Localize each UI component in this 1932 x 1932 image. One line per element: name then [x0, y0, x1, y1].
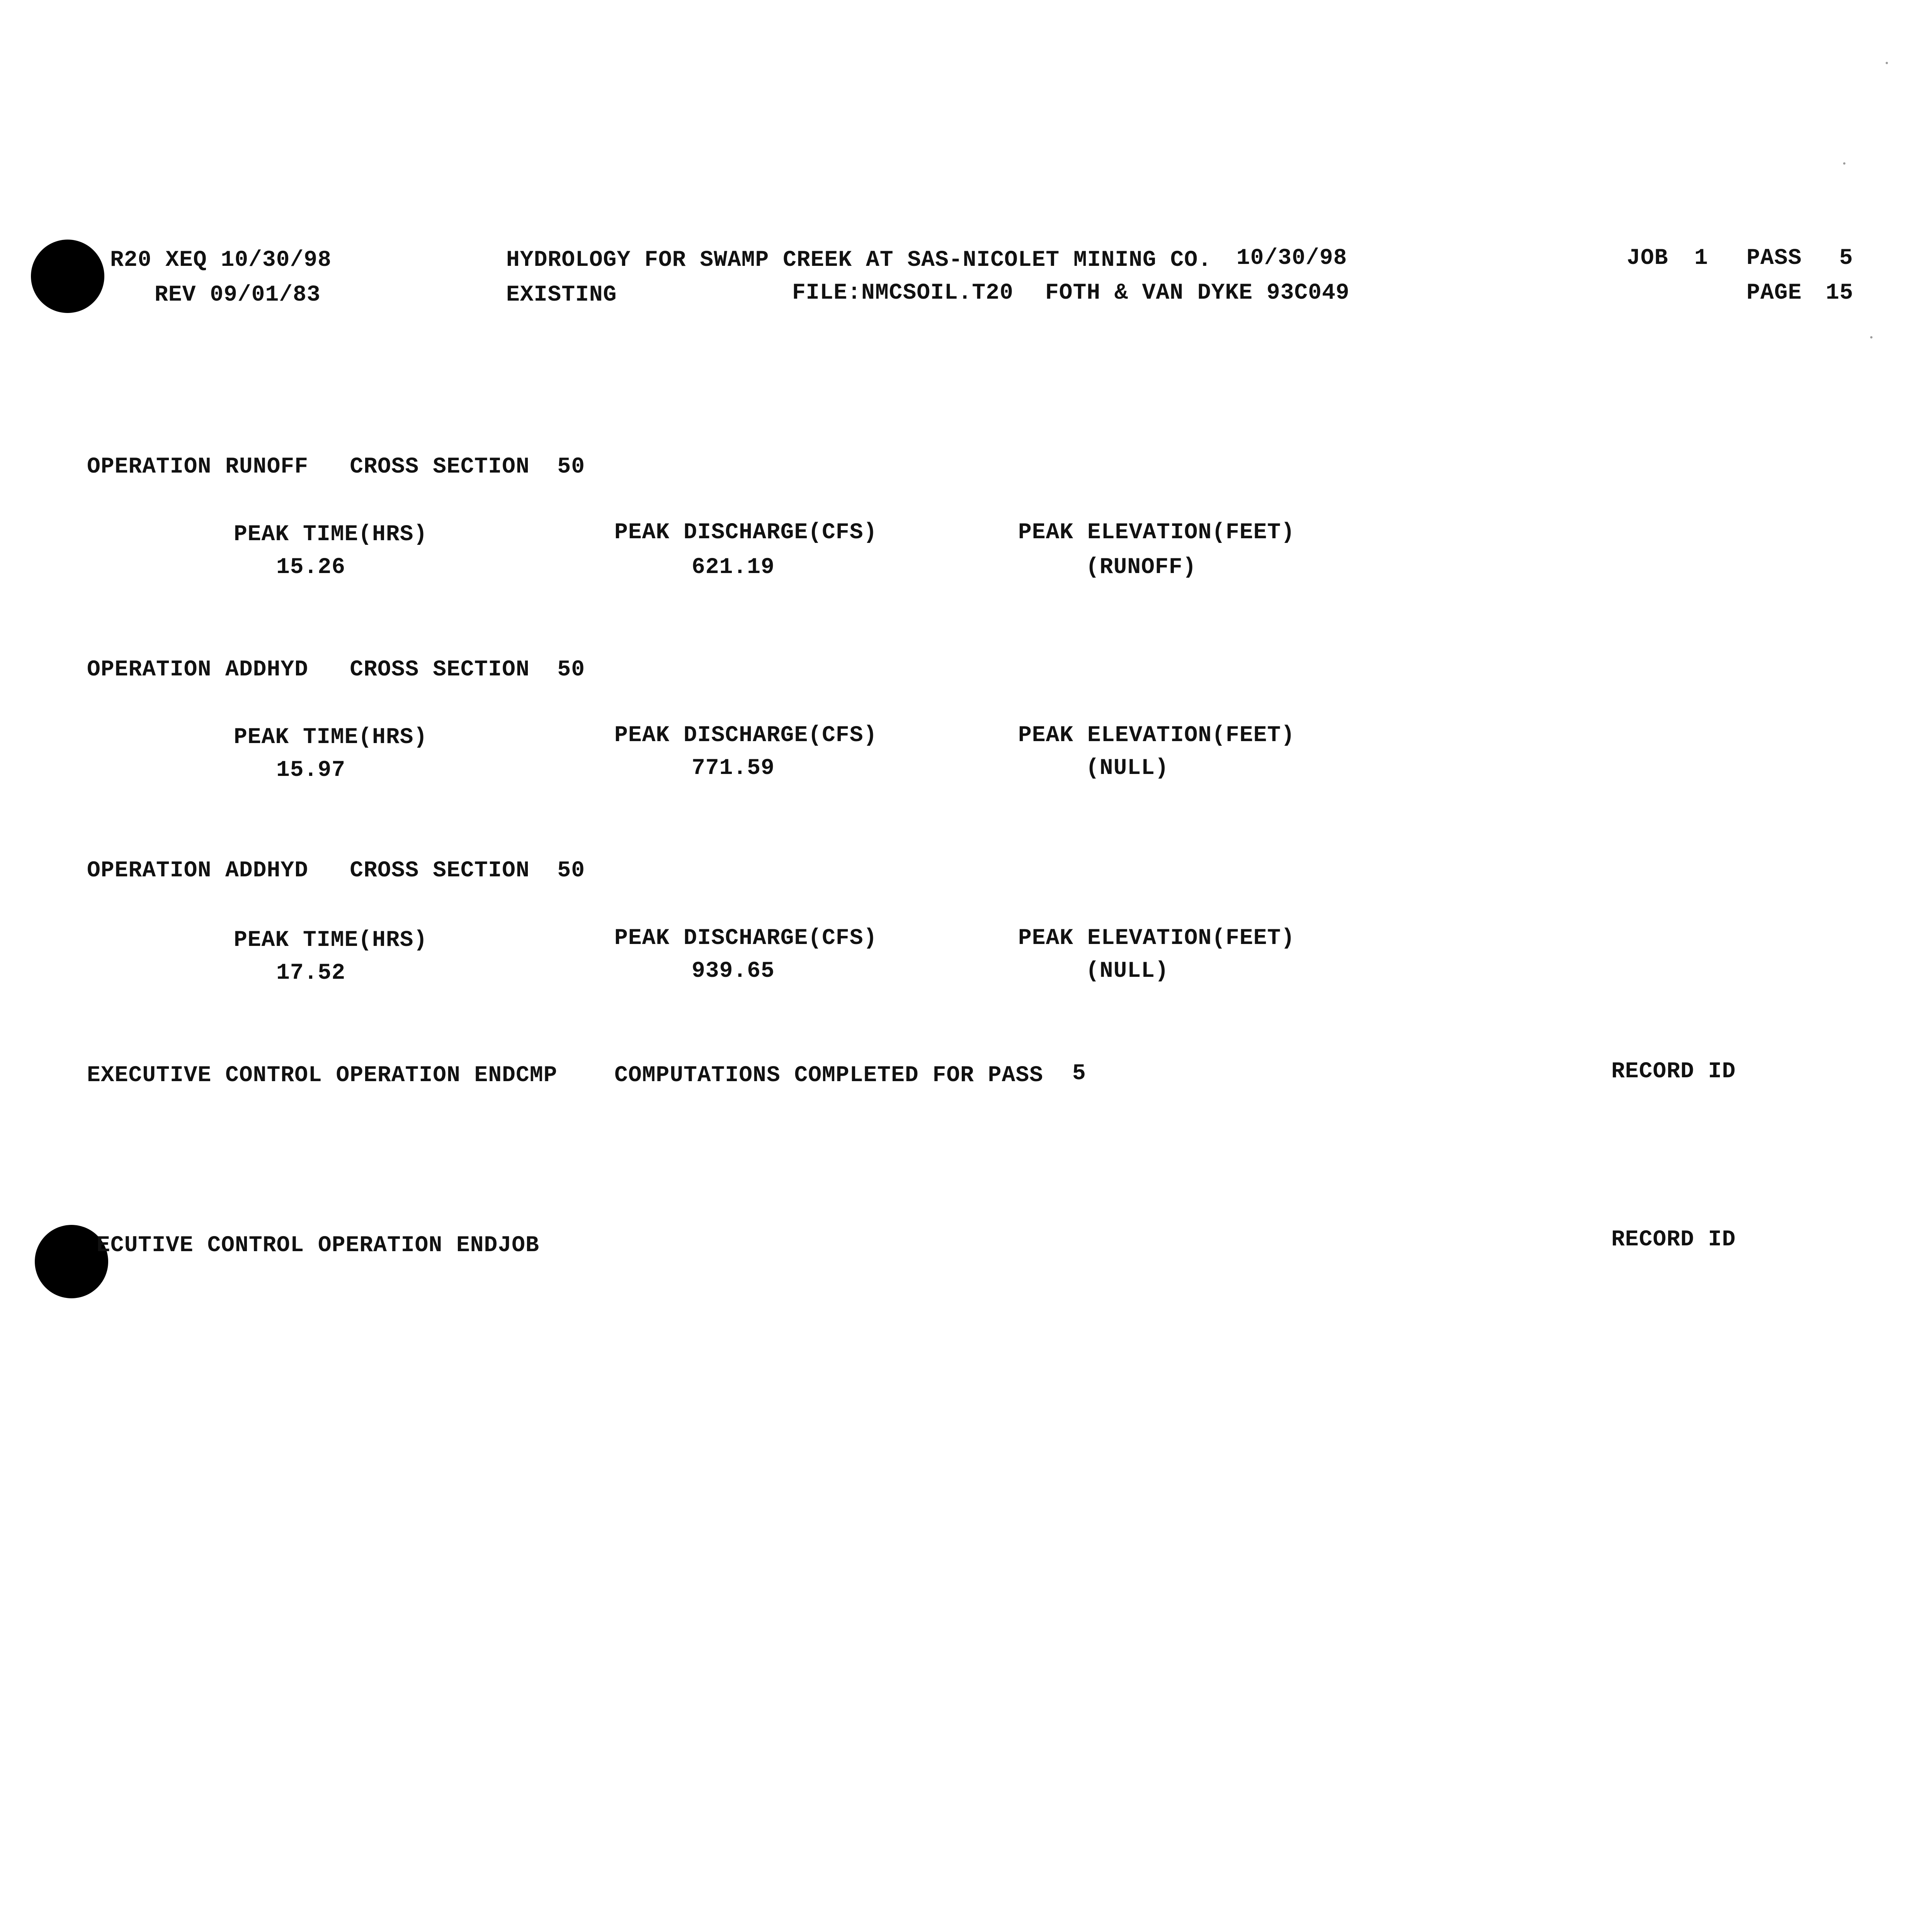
file-name: FILE:NMCSOIL.T20	[792, 281, 1014, 306]
peak-discharge-value: 621.19	[692, 555, 775, 580]
scan-speck	[1886, 62, 1888, 64]
endcmp-label: EXECUTIVE CONTROL OPERATION ENDCMP	[87, 1063, 558, 1088]
peak-time-value: 15.26	[276, 555, 346, 580]
peak-discharge-value: 771.59	[692, 756, 775, 781]
record-id-label: RECORD ID	[1611, 1227, 1736, 1252]
peak-elevation-header: PEAK ELEVATION(FEET)	[1018, 926, 1295, 951]
peak-elevation-header: PEAK ELEVATION(FEET)	[1018, 520, 1295, 545]
operation-title: OPERATION ADDHYD CROSS SECTION 50	[87, 657, 585, 682]
peak-discharge-header: PEAK DISCHARGE(CFS)	[614, 723, 878, 748]
page-label: PAGE	[1747, 281, 1802, 306]
record-id-label: RECORD ID	[1611, 1059, 1736, 1084]
scan-speck	[1843, 162, 1845, 165]
revision-date: REV 09/01/83	[155, 282, 321, 308]
report-subtitle: EXISTING	[506, 282, 617, 308]
operation-title: OPERATION ADDHYD CROSS SECTION 50	[87, 858, 585, 883]
endjob-label: ECUTIVE CONTROL OPERATION ENDJOB	[97, 1233, 539, 1258]
peak-elevation-value: (RUNOFF)	[1086, 555, 1197, 580]
scan-speck	[1870, 336, 1872, 338]
report-date: 10/30/98	[1236, 246, 1347, 271]
peak-elevation-value: (NULL)	[1086, 756, 1169, 781]
page-value: 15	[1826, 281, 1854, 306]
report-title: HYDROLOGY FOR SWAMP CREEK AT SAS-NICOLET MINING CO.	[506, 248, 1212, 273]
endcmp-message: COMPUTATIONS COMPLETED FOR PASS	[614, 1063, 1043, 1088]
firm-name: FOTH & VAN DYKE 93C049	[1045, 281, 1350, 306]
pass-value: 5	[1839, 246, 1853, 271]
peak-time-value: 15.97	[276, 758, 346, 783]
job-label: JOB	[1627, 246, 1668, 271]
program-id: R20 XEQ 10/30/98	[110, 248, 332, 273]
peak-time-header: PEAK TIME(HRS)	[234, 522, 428, 547]
peak-time-header: PEAK TIME(HRS)	[234, 725, 428, 750]
peak-time-value: 17.52	[276, 961, 346, 986]
punch-hole-top	[31, 240, 104, 313]
job-value: 1	[1694, 246, 1708, 271]
pass-label: PASS	[1747, 246, 1802, 271]
endcmp-pass: 5	[1072, 1061, 1086, 1086]
peak-elevation-value: (NULL)	[1086, 959, 1169, 984]
peak-discharge-value: 939.65	[692, 959, 775, 984]
peak-discharge-header: PEAK DISCHARGE(CFS)	[614, 520, 878, 545]
operation-title: OPERATION RUNOFF CROSS SECTION 50	[87, 454, 585, 480]
peak-discharge-header: PEAK DISCHARGE(CFS)	[614, 926, 878, 951]
peak-time-header: PEAK TIME(HRS)	[234, 928, 428, 953]
peak-elevation-header: PEAK ELEVATION(FEET)	[1018, 723, 1295, 748]
